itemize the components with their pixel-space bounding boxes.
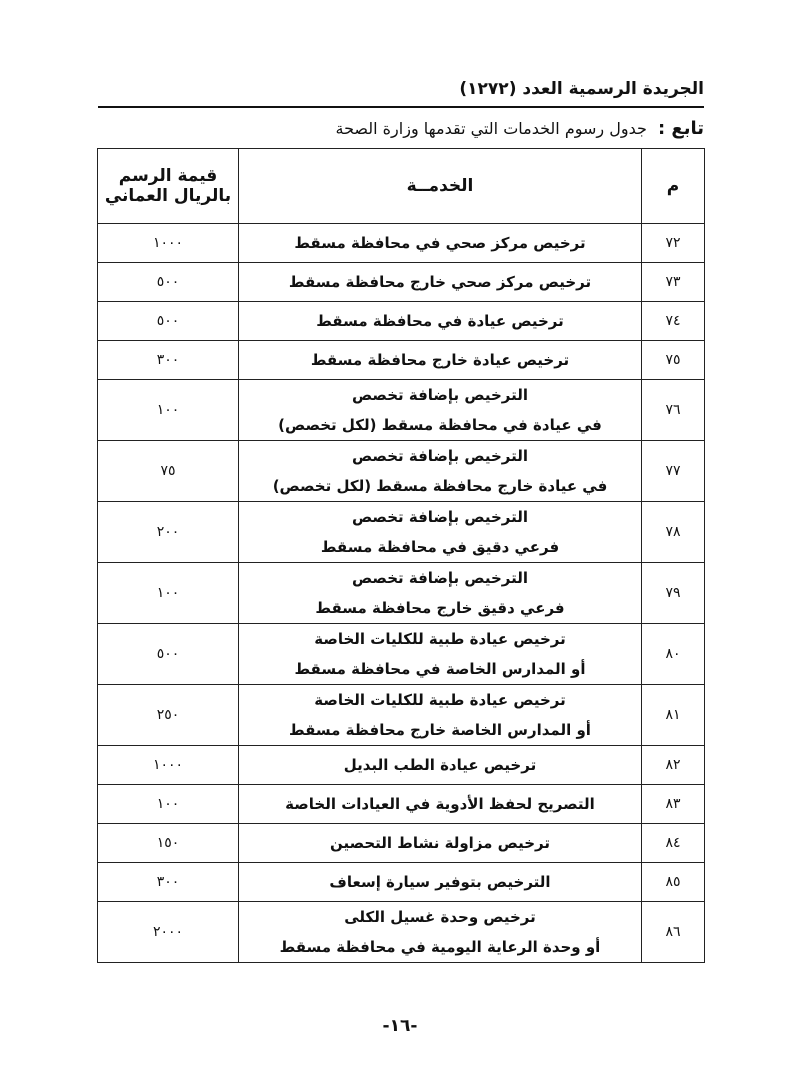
row-fee: ٢٠٠ (98, 502, 239, 563)
table-row (98, 302, 705, 341)
service-line: الترخيص بإضافة تخصص (351, 447, 529, 465)
row-fee: ٣٠٠ (98, 863, 239, 902)
row-number: ٧٢ (642, 224, 705, 263)
row-fee: ١٠٠ (98, 785, 239, 824)
row-fee: ٥٠٠ (98, 302, 239, 341)
row-service (239, 341, 642, 380)
table-row (98, 441, 705, 502)
service-line: الترخيص بإضافة تخصص (351, 508, 529, 526)
gazette-header: الجريدة الرسمية العدد (١٢٧٢) (459, 79, 704, 99)
row-number: ٧٨ (642, 502, 705, 563)
table-caption (98, 114, 704, 144)
row-service (239, 502, 642, 563)
row-service (239, 302, 642, 341)
header-divider (98, 106, 704, 108)
row-number: ٧٩ (642, 563, 705, 624)
table-row (98, 746, 705, 785)
service-line: الترخيص بإضافة تخصص (351, 569, 529, 587)
row-fee: ١٥٠ (98, 824, 239, 863)
row-service (239, 863, 642, 902)
table-header-row (98, 149, 705, 224)
row-fee: ٧٥ (98, 441, 239, 502)
row-number: ٨٦ (642, 902, 705, 963)
service-line: الترخيص بإضافة تخصص (351, 386, 529, 404)
row-number: ٧٤ (642, 302, 705, 341)
fees-table (97, 148, 705, 963)
table-row (98, 341, 705, 380)
row-service (239, 824, 642, 863)
service-line: ترخيص عيادة طبية للكليات الخاصة (314, 630, 566, 648)
service-line: ترخيص عيادة في محافظة مسقط (316, 312, 564, 330)
service-line: التصريح لحفظ الأدوية في العيادات الخاصة (285, 795, 595, 813)
row-service (239, 746, 642, 785)
row-fee: ٢٠٠٠ (98, 902, 239, 963)
caption-text: جدول رسوم الخدمات التي تقدمها وزارة الصحة (335, 119, 647, 138)
service-line: في عيادة خارج محافظة مسقط (لكل تخصص) (272, 477, 608, 495)
row-fee: ٢٥٠ (98, 685, 239, 746)
service-line: ترخيص وحدة غسيل الكلى (344, 908, 536, 926)
table-body (98, 224, 705, 963)
row-service (239, 380, 642, 441)
table-row (98, 502, 705, 563)
table-row (98, 624, 705, 685)
table-row (98, 563, 705, 624)
row-fee: ١٠٠٠ (98, 746, 239, 785)
table-row (98, 224, 705, 263)
row-number: ٧٧ (642, 441, 705, 502)
row-fee: ٥٠٠ (98, 263, 239, 302)
service-line: ترخيص عيادة خارج محافظة مسقط (310, 351, 570, 369)
row-service (239, 563, 642, 624)
table-row (98, 824, 705, 863)
row-fee: ١٠٠٠ (98, 224, 239, 263)
row-number: ٨٣ (642, 785, 705, 824)
table-row (98, 785, 705, 824)
row-number: ٧٥ (642, 341, 705, 380)
row-service (239, 902, 642, 963)
row-fee: ٣٠٠ (98, 341, 239, 380)
row-fee: ١٠٠ (98, 563, 239, 624)
caption-lead: تابع : (657, 118, 704, 139)
row-fee: ١٠٠ (98, 380, 239, 441)
service-line: ترخيص مزاولة نشاط التحصين (329, 834, 551, 852)
row-service (239, 441, 642, 502)
row-number: ٨٠ (642, 624, 705, 685)
column-header-fee (98, 149, 239, 224)
service-line: أو المدارس الخاصة خارج محافظة مسقط (289, 721, 591, 739)
row-number: ٨١ (642, 685, 705, 746)
page-number: -١٦- (382, 1016, 418, 1036)
table-row (98, 380, 705, 441)
row-number: ٧٦ (642, 380, 705, 441)
service-line: أو المدارس الخاصة في محافظة مسقط (294, 660, 586, 678)
row-number: ٨٥ (642, 863, 705, 902)
table-row (98, 902, 705, 963)
table-row (98, 263, 705, 302)
service-line: ترخيص عيادة طبية للكليات الخاصة (314, 691, 566, 709)
service-line: ترخيص عيادة الطب البديل (343, 756, 537, 774)
row-service (239, 685, 642, 746)
row-service (239, 785, 642, 824)
service-line: في عيادة في محافظة مسقط (لكل تخصص) (278, 416, 602, 434)
column-header-number: م (642, 149, 705, 224)
fee-header-line-2: بالريال العماني (104, 186, 232, 206)
row-number: ٧٣ (642, 263, 705, 302)
row-service (239, 263, 642, 302)
service-line: الترخيص بتوفير سيارة إسعاف (329, 873, 551, 891)
row-fee: ٥٠٠ (98, 624, 239, 685)
row-service (239, 224, 642, 263)
table-row (98, 863, 705, 902)
column-header-service: الخدمــة (239, 149, 642, 224)
fee-header-line-1: قيمة الرسم (118, 166, 218, 186)
service-line: فرعي دقيق في محافظة مسقط (320, 538, 560, 556)
row-number: ٨٢ (642, 746, 705, 785)
row-service (239, 624, 642, 685)
service-line: ترخيص مركز صحي خارج محافظة مسقط (288, 273, 592, 291)
row-number: ٨٤ (642, 824, 705, 863)
service-line: أو وحدة الرعاية اليومية في محافظة مسقط (279, 938, 601, 956)
service-line: فرعي دقيق خارج محافظة مسقط (315, 599, 565, 617)
table-row (98, 685, 705, 746)
service-line: ترخيص مركز صحي في محافظة مسقط (294, 234, 586, 252)
